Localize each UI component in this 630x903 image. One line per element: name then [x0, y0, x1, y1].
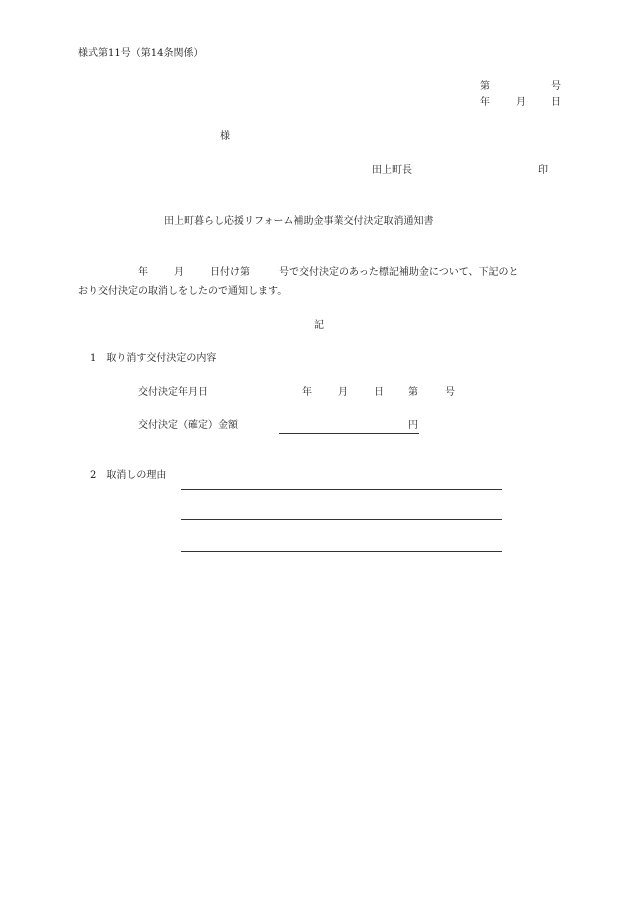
document-title: 田上町暮らし応援リフォーム補助金事業交付決定取消通知書 — [164, 216, 434, 227]
form-number: 様式第11号（第14条関係） — [78, 48, 204, 59]
addressee-suffix: 様 — [220, 131, 230, 142]
section1-heading: 1 取り消す交付決定の内容 — [90, 353, 217, 364]
section2-heading: 2 取消しの理由 — [90, 470, 167, 481]
reason-line-3 — [181, 551, 502, 552]
doc-number-go: 号 — [551, 81, 561, 92]
decision-date-label: 交付決定年月日 — [138, 387, 208, 398]
decision-year: 年 — [302, 387, 312, 398]
body-rest-line1: 号で交付決定のあった標記補助金について、下記のと — [279, 267, 519, 278]
doc-number-dai: 第 — [480, 81, 490, 92]
reason-line-2 — [181, 519, 502, 520]
issuer-seal: 印 — [538, 165, 548, 176]
amount-unit: 円 — [408, 420, 418, 431]
decision-month: 月 — [338, 387, 348, 398]
decision-amount-label: 交付決定（確定）金額 — [138, 420, 238, 431]
doc-date-day: 日 — [551, 97, 561, 108]
body-dated-dai: 日付け第 — [210, 267, 250, 278]
issuer-name: 田上町長 — [372, 165, 412, 176]
decision-day: 日 — [374, 387, 384, 398]
ki-marker: 記 — [314, 320, 324, 331]
body-year: 年 — [138, 267, 148, 278]
body-month: 月 — [174, 267, 184, 278]
doc-date-month: 月 — [516, 97, 526, 108]
body-line2: おり交付決定の取消しをしたので通知します。 — [78, 286, 288, 297]
decision-go: 号 — [445, 387, 455, 398]
reason-line-1 — [181, 489, 502, 490]
decision-dai: 第 — [408, 387, 418, 398]
amount-underline — [279, 433, 419, 434]
doc-date-year: 年 — [480, 97, 490, 108]
